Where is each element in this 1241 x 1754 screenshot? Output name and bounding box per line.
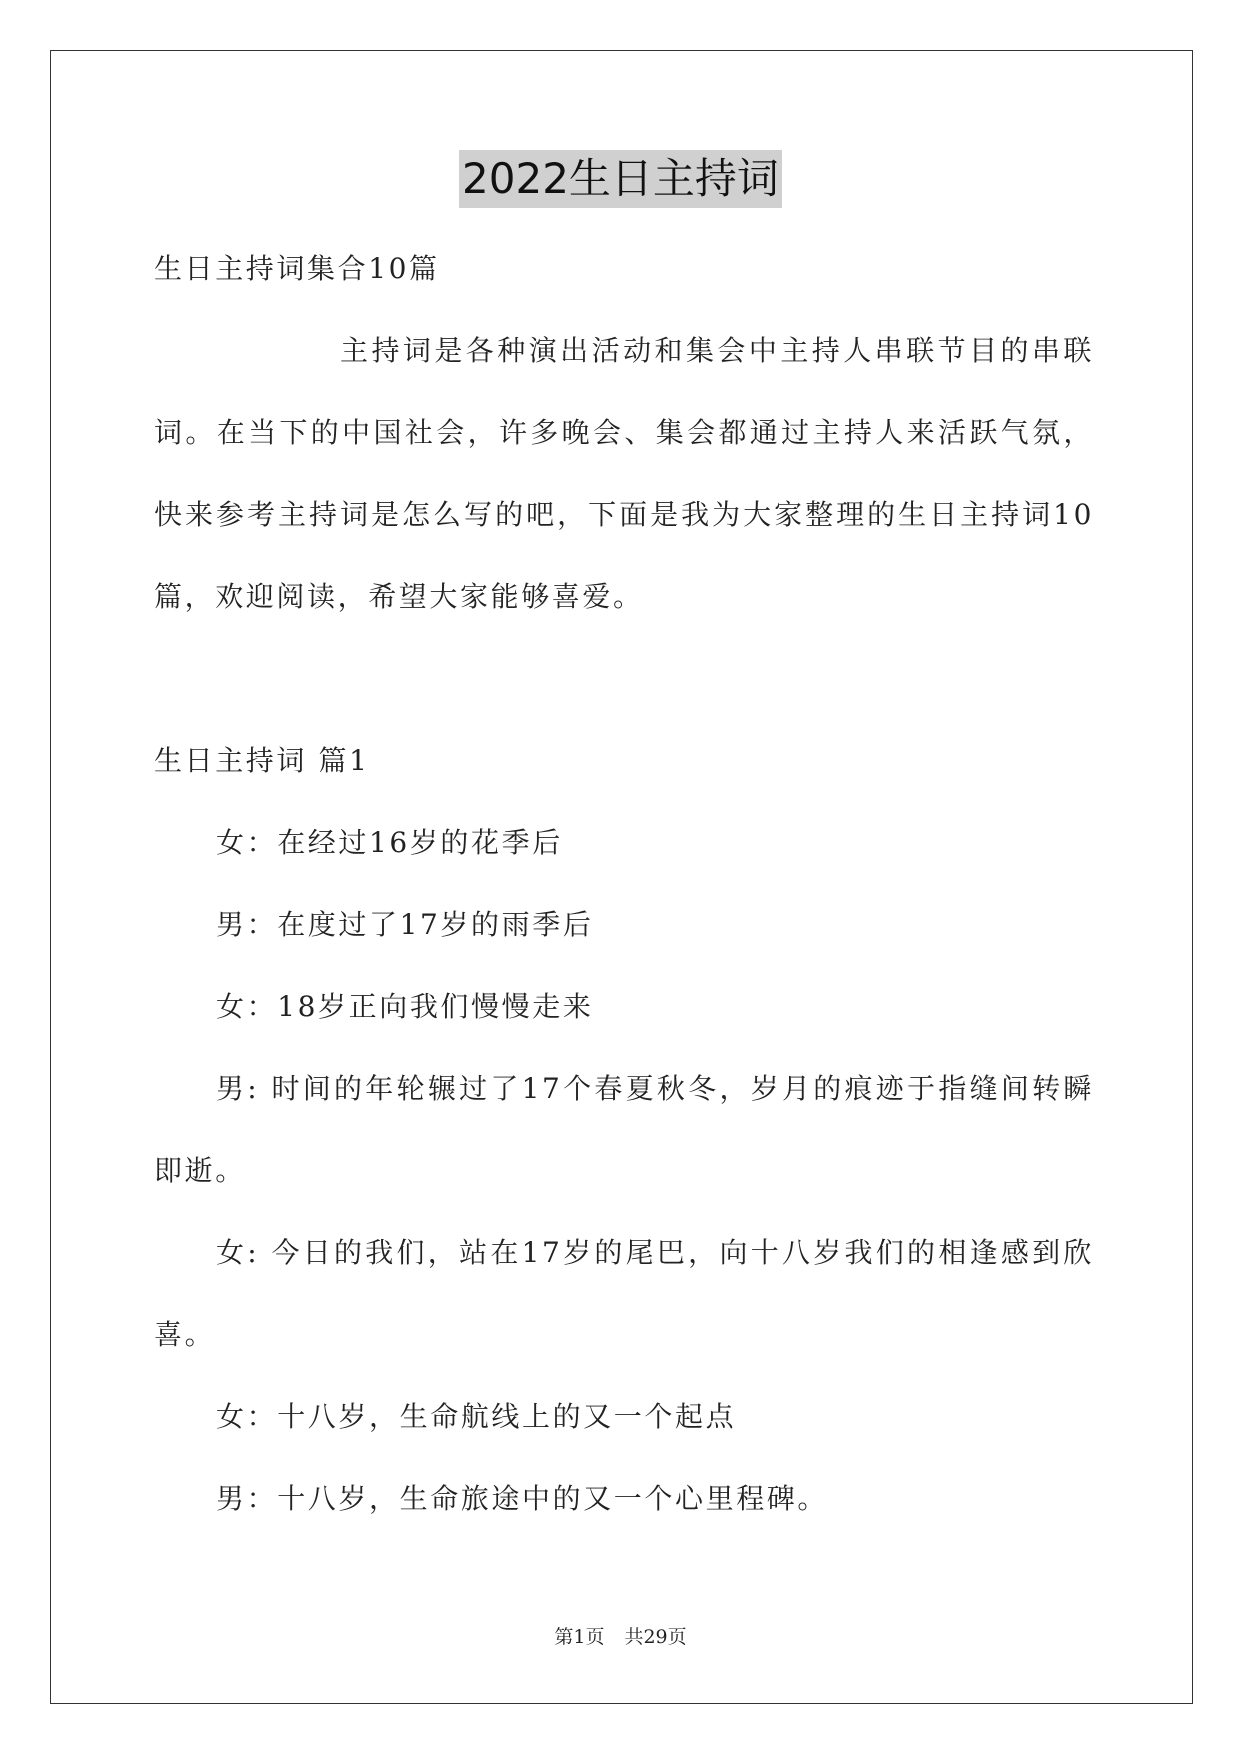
page-total: 共29页	[624, 1626, 687, 1648]
blank-line	[154, 638, 1094, 720]
page-footer	[0, 1622, 1241, 1649]
document-body	[154, 228, 1094, 1540]
dialogue-line: 男：十八岁，生命旅途中的又一个心里程碑。	[216, 1482, 829, 1515]
dialogue-line: 女：十八岁，生命航线上的又一个起点	[216, 1400, 737, 1433]
dialogue-line: 男：在度过了17岁的雨季后	[216, 908, 594, 941]
intro-paragraph-line: 词。在当下的中国社会，许多晚会、集会都通过主持人来活跃气氛，	[154, 416, 1094, 449]
dialogue-line: 女：在经过16岁的花季后	[216, 826, 563, 859]
dialogue-line: 喜。	[154, 1318, 216, 1351]
section-heading: 生日主持词 篇1	[154, 744, 370, 777]
dialogue-line: 男: 时间的年轮辗过了17个春夏秋冬，岁月的痕迹于指缝间转瞬	[216, 1072, 1094, 1105]
intro-paragraph-line: 快来参考主持词是怎么写的吧，下面是我为大家整理的生日主持词10	[154, 498, 1094, 531]
page-number: 第1页	[554, 1626, 605, 1648]
collection-heading: 生日主持词集合10篇	[154, 252, 440, 285]
intro-paragraph-line: 主持词是各种演出活动和集会中主持人串联节目的串联	[340, 334, 1094, 367]
title-container	[0, 150, 1241, 208]
dialogue-line: 即逝。	[154, 1154, 246, 1187]
intro-paragraph-line: 篇，欢迎阅读，希望大家能够喜爱。	[154, 580, 644, 613]
dialogue-line: 女: 今日的我们，站在17岁的尾巴，向十八岁我们的相逢感到欣	[216, 1236, 1094, 1269]
document-title: 2022生日主持词	[459, 150, 782, 208]
dialogue-line: 女：18岁正向我们慢慢走来	[216, 990, 594, 1023]
